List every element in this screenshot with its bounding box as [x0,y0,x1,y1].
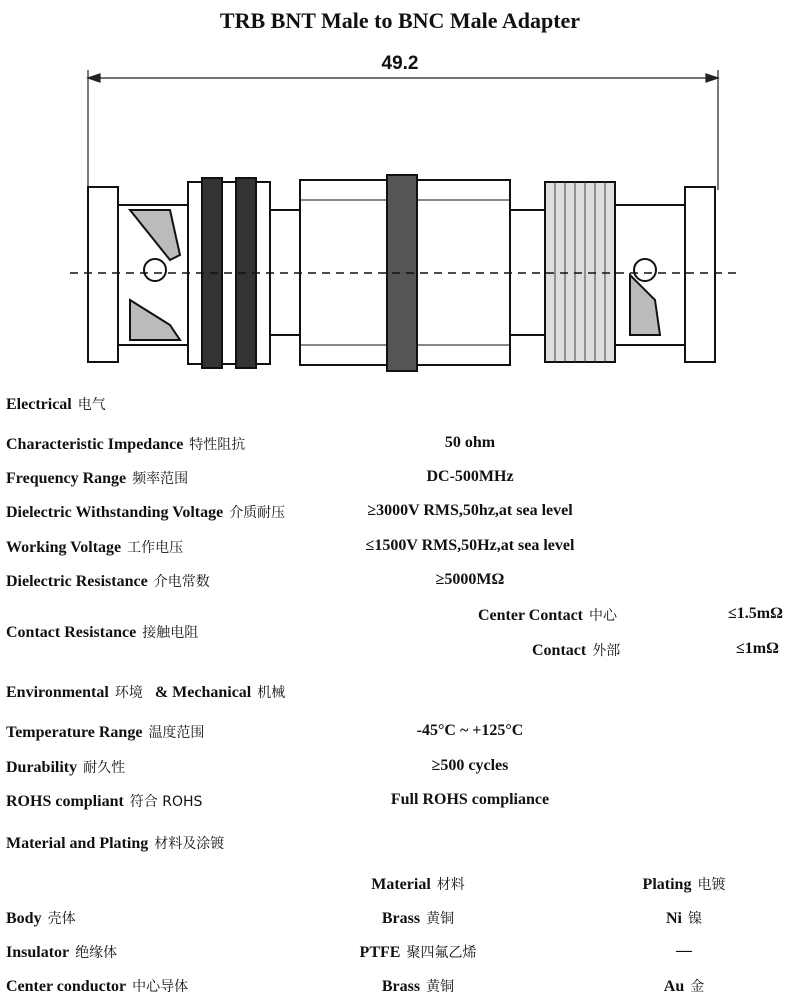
spec-label: Frequency Range 频率范围 [6,470,189,487]
spec-label: Dielectric Withstanding Voltage 介质耐压 [6,504,286,521]
material-row-label: Center conductor 中心导体 [6,978,189,995]
spec-value: ≥5000MΩ [435,571,505,588]
page-title: TRB BNT Male to BNC Male Adapter [219,8,581,33]
material-heading: Material and Plating 材料及涂镀 [6,835,225,852]
left-plug [88,187,188,362]
spec-value: -45°C ~ +125°C [416,722,524,739]
plating-value: Au 金 [663,978,705,995]
spec-value: ≥3000V RMS,50hz,at sea level [367,502,573,519]
spec-label: Durability 耐久性 [6,759,126,776]
material-value: PTFE 聚四氟乙烯 [359,944,477,961]
center-contact-value: ≤1.5mΩ [728,605,783,622]
dimension-label: 49.2 [381,53,419,74]
material-value: Brass 黄铜 [381,910,455,927]
environmental-heading: Environmental 环境 & Mechanical 机械 [6,684,286,701]
dimension-line [88,70,718,190]
material-row-label: Body 壳体 [6,910,76,927]
spec-label: Temperature Range 温度范围 [6,724,205,741]
center-contact-label: Center Contact 中心 [478,607,618,624]
spec-label: ROHS compliant 符合 ROHS [6,793,203,810]
right-plug [615,187,715,362]
outer-contact-label: Contact 外部 [532,642,621,659]
adapter-drawing [70,60,740,380]
spec-label: Characteristic Impedance 特性阻抗 [6,436,246,453]
contact-resistance-label: Contact Resistance 接触电阻 [6,624,199,641]
plating-value: Ni 镍 [666,910,702,927]
spec-value: 50 ohm [444,434,496,451]
electrical-heading: Electrical 电气 [6,396,106,413]
spec-value: DC-500MHz [426,468,514,485]
spec-label: Dielectric Resistance 介电常数 [6,573,210,590]
spec-value: ≥500 cycles [431,757,509,774]
material-column-header: Material 材料 [371,876,465,893]
plating-value: — [676,942,692,959]
outer-contact-value: ≤1mΩ [736,640,779,657]
spec-label: Working Voltage 工作电压 [6,539,184,556]
spec-value: ≤1500V RMS,50Hz,at sea level [365,537,575,554]
plating-column-header: Plating 电镀 [642,876,726,893]
spec-value: Full ROHS compliance [390,791,550,808]
right-sleeve [545,182,615,362]
material-row-label: Insulator 绝缘体 [6,944,118,961]
material-value: Brass 黄铜 [381,978,455,995]
